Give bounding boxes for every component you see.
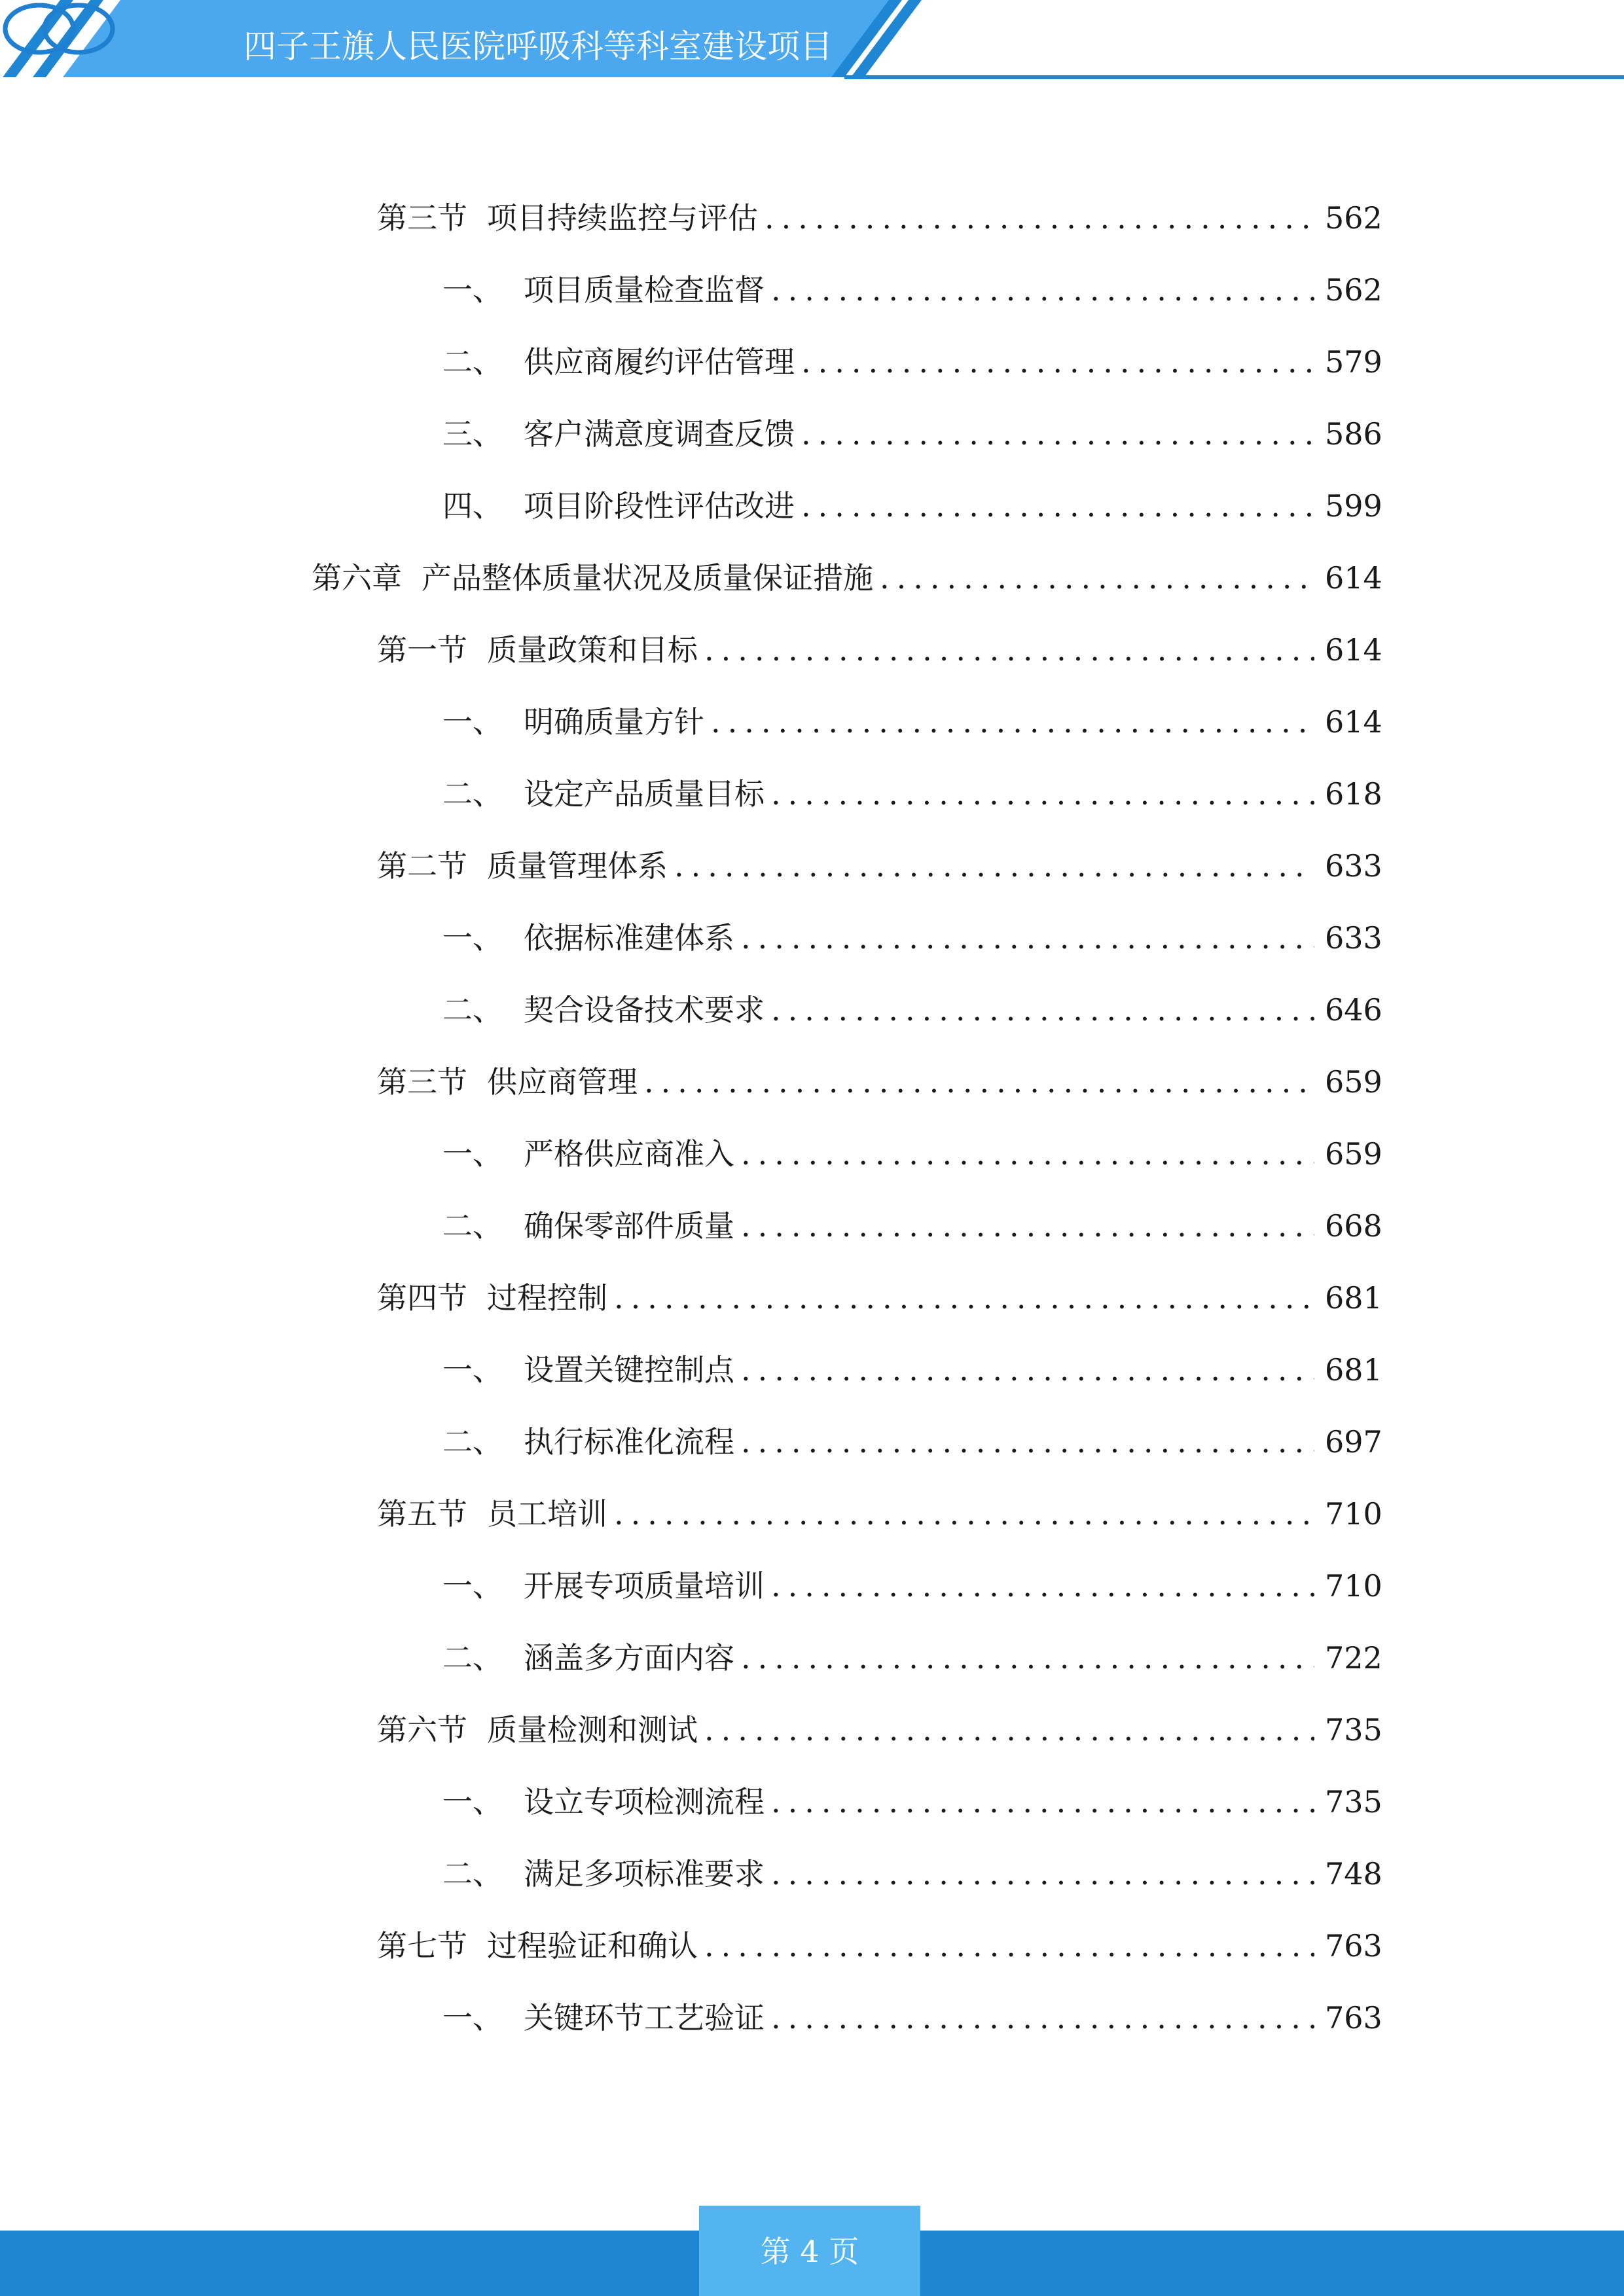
toc-dot-leader xyxy=(644,1062,1314,1102)
toc-dot-leader xyxy=(704,1926,1314,1965)
toc-entry-title: 过程控制 xyxy=(487,1280,607,1316)
toc-entry-page: 763 xyxy=(1325,1928,1382,1964)
toc-entry-page: 633 xyxy=(1325,920,1382,956)
toc-dot-leader xyxy=(674,846,1314,886)
toc-entry-number: 第六章 xyxy=(312,560,402,596)
toc-entry-page: 710 xyxy=(1325,1496,1382,1532)
toc-entry-page: 586 xyxy=(1325,416,1382,452)
toc-entry-number: 一、 xyxy=(442,272,503,308)
toc-entry-17[interactable] xyxy=(0,1334,1624,1406)
toc-entry-title: 员工培训 xyxy=(487,1496,607,1532)
toc-entry-page: 659 xyxy=(1325,1064,1382,1100)
toc-dot-leader xyxy=(741,1638,1314,1677)
toc-entry-title: 质量政策和目标 xyxy=(487,632,698,668)
toc-entry-23[interactable] xyxy=(0,1766,1624,1838)
toc-entry-page: 735 xyxy=(1325,1712,1382,1748)
toc-entry-page: 579 xyxy=(1325,344,1382,380)
toc-entry-title: 项目阶段性评估改进 xyxy=(524,488,795,524)
toc-entry-5[interactable] xyxy=(0,470,1624,542)
rings-logo-icon xyxy=(0,0,118,58)
toc-entry-title: 执行标准化流程 xyxy=(524,1424,734,1460)
toc-dot-leader xyxy=(771,1782,1314,1821)
toc-entry-24[interactable] xyxy=(0,1838,1624,1910)
toc-dot-leader xyxy=(741,1134,1314,1174)
toc-entry-number: 第六节 xyxy=(377,1712,467,1748)
toc-entry-number: 一、 xyxy=(442,1352,503,1388)
toc-entry-2[interactable] xyxy=(0,254,1624,326)
toc-entry-page: 763 xyxy=(1325,2000,1382,2036)
toc-entry-page: 562 xyxy=(1325,200,1382,236)
toc-entry-title: 严格供应商准入 xyxy=(524,1136,734,1172)
toc-dot-leader xyxy=(771,270,1314,310)
toc-entry-number: 一、 xyxy=(442,1136,503,1172)
toc-entry-number: 二、 xyxy=(442,1424,503,1460)
toc-entry-16[interactable] xyxy=(0,1262,1624,1334)
toc-entry-title: 过程验证和确认 xyxy=(487,1928,698,1964)
toc-entry-number: 第一节 xyxy=(377,632,467,668)
toc-entry-number: 一、 xyxy=(442,920,503,956)
toc-dot-leader xyxy=(801,414,1314,454)
toc-dot-leader xyxy=(771,1566,1314,1605)
toc-entry-6[interactable] xyxy=(0,542,1624,614)
toc-entry-title: 确保零部件质量 xyxy=(524,1208,734,1244)
toc-entry-number: 二、 xyxy=(442,344,503,380)
toc-entry-page: 562 xyxy=(1325,272,1382,308)
toc-dot-leader xyxy=(741,918,1314,958)
toc-entry-25[interactable] xyxy=(0,1910,1624,1982)
toc-entry-page: 646 xyxy=(1325,992,1382,1028)
toc-dot-leader xyxy=(711,702,1314,742)
toc-entry-number: 二、 xyxy=(442,992,503,1028)
toc-entry-number: 四、 xyxy=(442,488,503,524)
toc-entry-title: 质量管理体系 xyxy=(487,848,668,884)
toc-entry-page: 710 xyxy=(1325,1568,1382,1604)
toc-entry-number: 三、 xyxy=(442,416,503,452)
toc-dot-leader xyxy=(771,990,1314,1030)
toc-entry-26[interactable] xyxy=(0,1982,1624,2054)
toc-entry-page: 618 xyxy=(1325,776,1382,812)
toc-entry-15[interactable] xyxy=(0,1190,1624,1262)
toc-entry-page: 668 xyxy=(1325,1208,1382,1244)
toc-entry-10[interactable] xyxy=(0,830,1624,902)
toc-dot-leader xyxy=(771,774,1314,814)
toc-entry-number: 一、 xyxy=(442,2000,503,2036)
toc-dot-leader xyxy=(771,1854,1314,1893)
toc-dot-leader xyxy=(801,486,1314,526)
toc-entry-number: 二、 xyxy=(442,776,503,812)
toc-entry-11[interactable] xyxy=(0,902,1624,974)
toc-entry-title: 设定产品质量目标 xyxy=(524,776,765,812)
toc-entry-page: 748 xyxy=(1325,1856,1382,1892)
toc-entry-18[interactable] xyxy=(0,1406,1624,1478)
toc-entry-title: 依据标准建体系 xyxy=(524,920,734,956)
toc-entry-9[interactable] xyxy=(0,758,1624,830)
toc-entry-page: 633 xyxy=(1325,848,1382,884)
toc-dot-leader xyxy=(614,1494,1314,1534)
toc-entry-title: 项目持续监控与评估 xyxy=(487,200,758,236)
toc-dot-leader xyxy=(765,198,1314,238)
toc-entry-number: 第五节 xyxy=(377,1496,467,1532)
toc-entry-title: 涵盖多方面内容 xyxy=(524,1640,734,1676)
toc-entry-title: 开展专项质量培训 xyxy=(524,1568,765,1604)
toc-entry-number: 二、 xyxy=(442,1856,503,1892)
toc-entry-number: 一、 xyxy=(442,1784,503,1820)
toc-entry-number: 第四节 xyxy=(377,1280,467,1316)
toc-entry-number: 一、 xyxy=(442,1568,503,1604)
toc-entry-title: 契合设备技术要求 xyxy=(524,992,765,1028)
toc-entry-3[interactable] xyxy=(0,326,1624,398)
toc-entry-19[interactable] xyxy=(0,1478,1624,1550)
toc-entry-page: 722 xyxy=(1325,1640,1382,1676)
table-of-contents xyxy=(0,182,1624,2054)
toc-dot-leader xyxy=(741,1350,1314,1390)
toc-entry-title: 供应商管理 xyxy=(487,1064,638,1100)
toc-entry-page: 599 xyxy=(1325,488,1382,524)
toc-entry-title: 项目质量检查监督 xyxy=(524,272,765,308)
toc-entry-14[interactable] xyxy=(0,1118,1624,1190)
toc-entry-number: 二、 xyxy=(442,1640,503,1676)
toc-entry-title: 设置关键控制点 xyxy=(524,1352,734,1388)
toc-entry-number: 第二节 xyxy=(377,848,467,884)
toc-dot-leader xyxy=(801,342,1314,382)
toc-entry-8[interactable] xyxy=(0,686,1624,758)
toc-entry-7[interactable] xyxy=(0,614,1624,686)
toc-entry-13[interactable] xyxy=(0,1046,1624,1118)
toc-entry-title: 明确质量方针 xyxy=(524,704,704,740)
toc-entry-page: 735 xyxy=(1325,1784,1382,1820)
toc-entry-title: 满足多项标准要求 xyxy=(524,1856,765,1892)
toc-entry-number: 第三节 xyxy=(377,1064,467,1100)
toc-dot-leader xyxy=(880,558,1314,598)
toc-dot-leader xyxy=(771,1998,1314,2037)
toc-entry-title: 设立专项检测流程 xyxy=(524,1784,765,1820)
toc-dot-leader xyxy=(741,1206,1314,1246)
toc-entry-20[interactable] xyxy=(0,1550,1624,1622)
toc-entry-page: 681 xyxy=(1325,1280,1382,1316)
toc-entry-number: 第七节 xyxy=(377,1928,467,1964)
toc-entry-title: 客户满意度调查反馈 xyxy=(524,416,795,452)
toc-dot-leader xyxy=(704,630,1314,670)
toc-entry-number: 二、 xyxy=(442,1208,503,1244)
toc-entry-number: 一、 xyxy=(442,704,503,740)
toc-entry-title: 产品整体质量状况及质量保证措施 xyxy=(422,560,873,596)
toc-entry-title: 质量检测和测试 xyxy=(487,1712,698,1748)
toc-entry-page: 681 xyxy=(1325,1352,1382,1388)
toc-entry-1[interactable] xyxy=(0,182,1624,254)
page-header xyxy=(0,0,1624,85)
toc-entry-22[interactable] xyxy=(0,1694,1624,1766)
toc-entry-number: 第三节 xyxy=(377,200,467,236)
page-number: 第 4 页 xyxy=(760,2234,859,2269)
toc-entry-4[interactable] xyxy=(0,398,1624,470)
toc-entry-page: 614 xyxy=(1325,632,1382,668)
toc-entry-21[interactable] xyxy=(0,1622,1624,1694)
toc-entry-title: 关键环节工艺验证 xyxy=(524,2000,765,2036)
toc-entry-page: 614 xyxy=(1325,704,1382,740)
document-title: 四子王旗人民医院呼吸科等科室建设项目 xyxy=(244,27,833,65)
toc-dot-leader xyxy=(614,1278,1314,1318)
toc-entry-page: 614 xyxy=(1325,560,1382,596)
toc-entry-page: 697 xyxy=(1325,1424,1382,1460)
toc-dot-leader xyxy=(741,1422,1314,1462)
toc-entry-title: 供应商履约评估管理 xyxy=(524,344,795,380)
toc-entry-12[interactable] xyxy=(0,974,1624,1046)
toc-dot-leader xyxy=(704,1710,1314,1749)
toc-entry-page: 659 xyxy=(1325,1136,1382,1172)
